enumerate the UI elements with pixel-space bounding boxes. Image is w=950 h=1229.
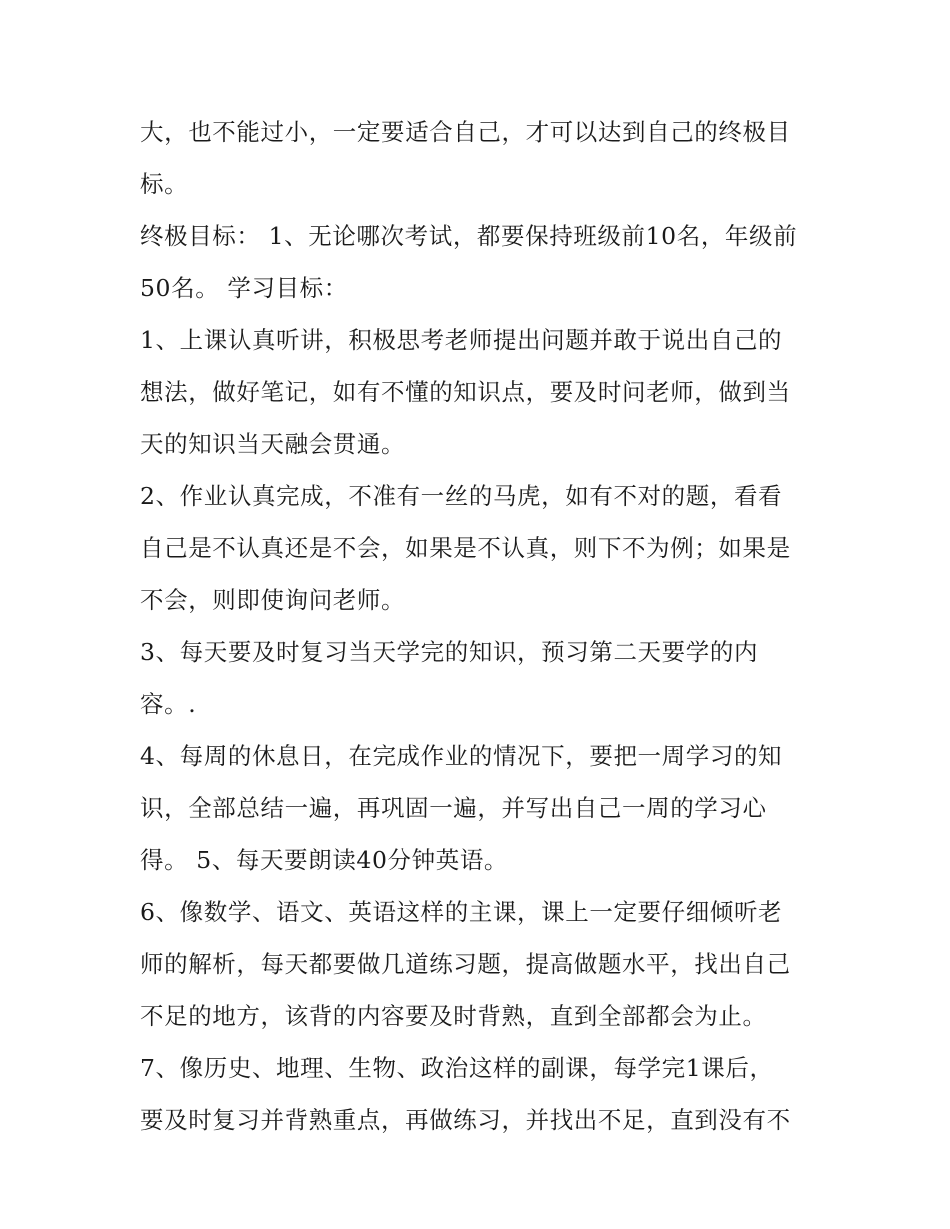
text-line: 得。 5、每天要朗读40分钟英语。	[140, 846, 509, 874]
text-line: 自己是不认真还是不会，如果是不认真，则下不为例；如果是	[140, 534, 791, 562]
text-line: 天的知识当天融会贯通。	[140, 430, 406, 458]
text-line: 1、上课认真听讲，积极思考老师提出问题并敢于说出自己的	[140, 326, 783, 354]
text-line: 终极目标： 1、无论哪次考试，都要保持班级前10名，年级前	[140, 222, 798, 250]
text-line: 50名。 学习目标：	[140, 274, 348, 302]
text-line: 不会，则即使询问老师。	[140, 586, 406, 614]
text-line: 容。.	[140, 690, 197, 718]
text-line: 7、像历史、地理、生物、政治这样的副课，每学完1课后，	[140, 1054, 774, 1082]
text-line: 大，也不能过小，一定要适合自己，才可以达到自己的终极目	[140, 118, 791, 146]
text-line: 想法，做好笔记，如有不懂的知识点，要及时问老师，做到当	[140, 378, 791, 406]
document-body	[140, 106, 820, 1146]
text-line: 师的解析，每天都要做几道练习题，提高做题水平，找出自己	[140, 950, 791, 978]
text-line: 不足的地方，该背的内容要及时背熟，直到全部都会为止。	[140, 1002, 767, 1030]
text-line: 4、每周的休息日，在完成作业的情况下，要把一周学习的知	[140, 742, 783, 770]
text-line: 要及时复习并背熟重点，再做练习，并找出不足，直到没有不	[140, 1106, 791, 1134]
text-line: 3、每天要及时复习当天学完的知识，预习第二天要学的内	[140, 638, 759, 666]
text-line: 标。	[140, 170, 189, 198]
text-line: 2、作业认真完成，不准有一丝的马虎，如有不对的题，看看	[140, 482, 783, 510]
text-line: 6、像数学、语文、英语这样的主课，课上一定要仔细倾听老	[140, 898, 783, 926]
text-line: 识，全部总结一遍，再巩固一遍，并写出自己一周的学习心	[140, 794, 767, 822]
